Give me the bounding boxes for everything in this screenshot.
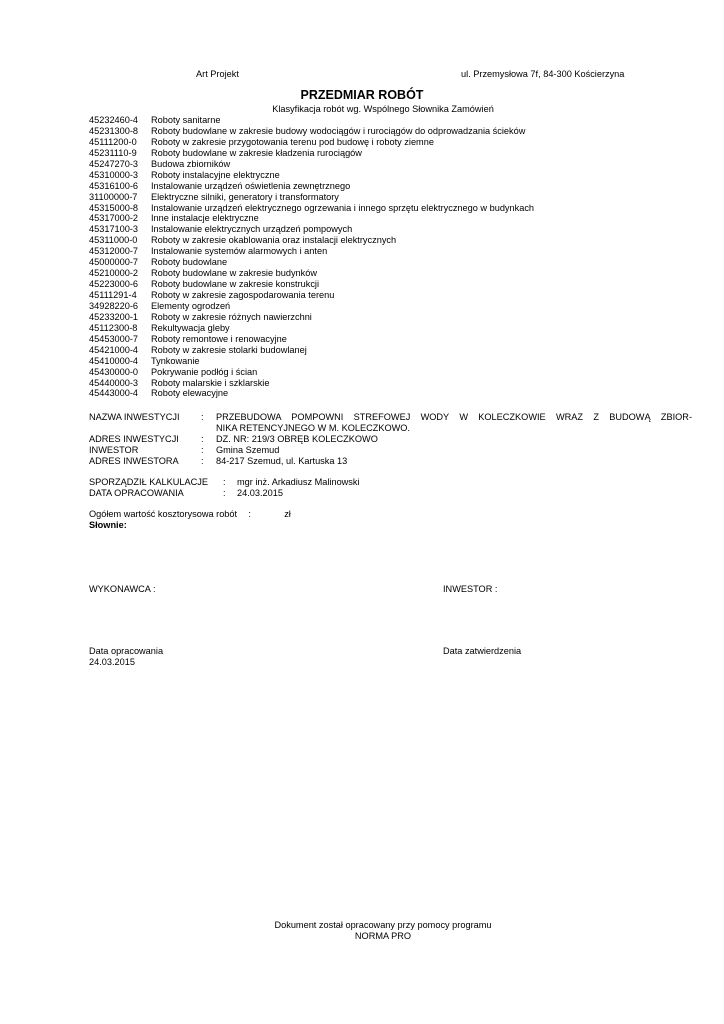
document-subtitle: Klasyfikacja robót wg. Wspólnego Słownika Zamówień xyxy=(272,104,494,114)
cpv-code: 45233200-1 xyxy=(89,311,139,322)
contractor-signature-label: WYKONAWCA : xyxy=(89,584,156,594)
cpv-code: 45312000-7 xyxy=(89,246,139,257)
cpv-code: 45231110-9 xyxy=(89,147,137,158)
cpv-code: 45440000-3 xyxy=(89,377,139,388)
investment-name-row xyxy=(89,412,692,423)
investor-label: INWESTOR xyxy=(89,445,139,455)
cpv-row xyxy=(89,345,534,356)
cpv-description: Roboty remontowe i renowacyjne xyxy=(151,333,287,344)
cpv-code: 45311000-0 xyxy=(89,235,138,246)
prepared-by-value: mgr inż. Arkadiusz Malinowski xyxy=(237,477,360,487)
investor-address-value: 84-217 Szemud, ul. Kartuska 13 xyxy=(216,456,348,466)
cpv-code: 45317000-2 xyxy=(89,213,139,224)
cpv-code: 45210000-2 xyxy=(89,268,139,279)
investor-value: Gmina Szemud xyxy=(216,445,280,455)
cpv-description: Roboty budowlane w zakresie budowy wodociągów i rurociągów do odprowadzania ścieków xyxy=(151,125,526,136)
prepared-date-label: DATA OPRACOWANIA xyxy=(89,488,184,498)
cpv-description: Tynkowanie xyxy=(151,355,200,366)
cpv-row xyxy=(89,246,534,257)
cpv-row xyxy=(89,170,534,181)
investment-address-row xyxy=(89,434,692,445)
company-name: Art Projekt xyxy=(196,69,239,79)
cpv-row xyxy=(89,115,534,126)
company-address: ul. Przemysłowa 7f, 84-300 Kościerzyna xyxy=(461,69,625,79)
cpv-row xyxy=(89,137,534,148)
cpv-code: 45232460-4 xyxy=(89,115,139,125)
cpv-row xyxy=(89,323,534,334)
investment-name-label: NAZWA INWESTYCJI xyxy=(89,412,180,422)
cpv-row xyxy=(89,367,534,378)
footer-line-1: Dokument został opracowany przy pomocy programu xyxy=(274,920,492,930)
cpv-row xyxy=(89,126,534,137)
cpv-description: Roboty w zakresie różnych nawierzchni xyxy=(151,311,312,322)
colon: : xyxy=(201,445,204,455)
prepared-by-row xyxy=(89,477,360,488)
cpv-code: 45430000-0 xyxy=(89,366,139,377)
cpv-row xyxy=(89,224,534,235)
cpv-description: Roboty malarskie i szklarskie xyxy=(151,377,270,388)
prepared-date-row xyxy=(89,488,360,499)
cpv-row xyxy=(89,312,534,323)
footer xyxy=(0,920,724,942)
cpv-row xyxy=(89,290,534,301)
cpv-code: 31100000-7 xyxy=(89,191,138,202)
cpv-code: 45000000-7 xyxy=(89,257,139,268)
cpv-description: Instalowanie systemów alarmowych i anten xyxy=(151,246,328,257)
cpv-code: 45315000-8 xyxy=(89,202,139,213)
cpv-description: Rekultywacja gleby xyxy=(151,322,230,333)
cpv-description: Budowa zbiorników xyxy=(151,158,231,169)
cpv-row xyxy=(89,192,534,203)
document-title: PRZEDMIAR ROBÓT xyxy=(300,88,424,102)
cpv-row xyxy=(89,378,534,389)
cpv-code: 45443000-4 xyxy=(89,388,139,399)
colon: : xyxy=(223,488,226,498)
cpv-row xyxy=(89,279,534,290)
cpv-code: 45317100-3 xyxy=(89,224,139,235)
cpv-code: 45223000-6 xyxy=(89,279,139,290)
footer-program-name: NORMA PRO xyxy=(354,931,412,941)
cpv-description: Inne instalacje elektryczne xyxy=(151,213,259,224)
cpv-row xyxy=(89,388,534,399)
cpv-description: Roboty w zakresie przygotowania terenu pod budowę i roboty ziemne xyxy=(151,136,434,147)
cpv-description: Roboty w zakresie okablowania oraz instalacji elektrycznych xyxy=(151,235,397,246)
cpv-code: 45410000-4 xyxy=(89,355,139,366)
cpv-row xyxy=(89,257,534,268)
cpv-description: Roboty budowlane w zakresie konstrukcji xyxy=(151,279,320,290)
cpv-code: 45112300-8 xyxy=(89,322,138,333)
cpv-row xyxy=(89,181,534,192)
colon: : xyxy=(201,434,204,444)
cpv-description: Roboty w zakresie stolarki budowlanej xyxy=(151,344,307,355)
investor-address-label: ADRES INWESTORA xyxy=(89,456,179,466)
cpv-code: 34928220-6 xyxy=(89,300,139,311)
investor-signature-label: INWESTOR : xyxy=(443,584,498,594)
cpv-row xyxy=(89,148,534,159)
cpv-description: Elementy ogrodzeń xyxy=(151,300,231,311)
cpv-description: Roboty budowlane xyxy=(151,257,228,268)
preparation-date-label: Data opracowania xyxy=(89,646,164,656)
colon: : xyxy=(201,456,204,466)
cpv-description: Elektryczne silniki, generatory i transformatory xyxy=(151,191,339,202)
investment-address-label: ADRES INWESTYCJI xyxy=(89,434,179,444)
cpv-description: Instalowanie urządzeń oświetlenia zewnętrznego xyxy=(151,180,351,191)
total-cost-currency: zł xyxy=(284,509,291,519)
cpv-row xyxy=(89,356,534,367)
preparation-date-block xyxy=(89,646,163,668)
cpv-code: 45453000-7 xyxy=(89,333,139,344)
cpv-description: Roboty sanitarne xyxy=(151,115,221,125)
cpv-description: Roboty instalacyjne elektryczne xyxy=(151,169,280,180)
prepared-date-value: 24.03.2015 xyxy=(237,488,283,498)
cpv-description: Roboty elewacyjne xyxy=(151,388,229,399)
amount-in-words-label: Słownie: xyxy=(89,520,127,530)
prepared-by-label: SPORZĄDZIŁ KALKULACJE xyxy=(89,477,208,487)
colon: : xyxy=(223,477,226,487)
investment-address-value: DZ. NR: 219/3 OBRĘB KOLECZKOWO xyxy=(216,434,378,444)
investor-row xyxy=(89,445,692,456)
cpv-description: Pokrywanie podłóg i ścian xyxy=(151,366,258,377)
investor-address-row xyxy=(89,456,692,467)
cpv-row xyxy=(89,159,534,170)
cpv-code: 45231300-8 xyxy=(89,125,139,136)
cpv-description: Roboty budowlane w zakresie budynków xyxy=(151,268,317,279)
cpv-description: Roboty w zakresie zagospodarowania terenu xyxy=(151,290,335,300)
cpv-row xyxy=(89,334,534,345)
cpv-code: 45310000-3 xyxy=(89,169,139,180)
total-cost-row xyxy=(89,509,291,520)
cpv-code: 45316100-6 xyxy=(89,180,139,191)
cpv-row xyxy=(89,213,534,224)
cpv-code: 45247270-3 xyxy=(89,158,139,169)
investment-info xyxy=(89,412,692,467)
preparation-date-value: 24.03.2015 xyxy=(89,657,135,667)
cpv-row xyxy=(89,203,534,214)
investment-name-row-2 xyxy=(89,423,692,434)
cpv-description: Instalowanie urządzeń elektrycznego ogrzewania i innego sprzętu elektrycznego w budynkach xyxy=(151,202,535,213)
cpv-row xyxy=(89,235,534,246)
prepared-info xyxy=(89,477,360,499)
approval-date-label: Data zatwierdzenia xyxy=(443,646,522,656)
cpv-code: 45111291-4 xyxy=(89,290,137,300)
total-cost-label: Ogółem wartość kosztorysowa robót xyxy=(89,509,238,519)
investment-name-value-line1: PRZEBUDOWA POMPOWNI STREFOWEJ WODY W KOLECZKOWIE WRAZ Z BUDOWĄ ZBIOR- xyxy=(216,412,692,422)
colon: : xyxy=(201,412,204,422)
cpv-code: 45111200-0 xyxy=(89,136,137,147)
cpv-row xyxy=(89,301,534,312)
cpv-code: 45421000-4 xyxy=(89,344,139,355)
investment-name-value-line2: NIKA RETENCYJNEGO W M. KOLECZKOWO. xyxy=(216,423,410,433)
cpv-description: Instalowanie elektrycznych urządzeń pompowych xyxy=(151,224,353,235)
cpv-row xyxy=(89,268,534,279)
colon: : xyxy=(248,509,251,519)
cpv-description: Roboty budowlane w zakresie kładzenia rurociągów xyxy=(151,147,362,158)
cpv-classification-list xyxy=(89,115,534,399)
